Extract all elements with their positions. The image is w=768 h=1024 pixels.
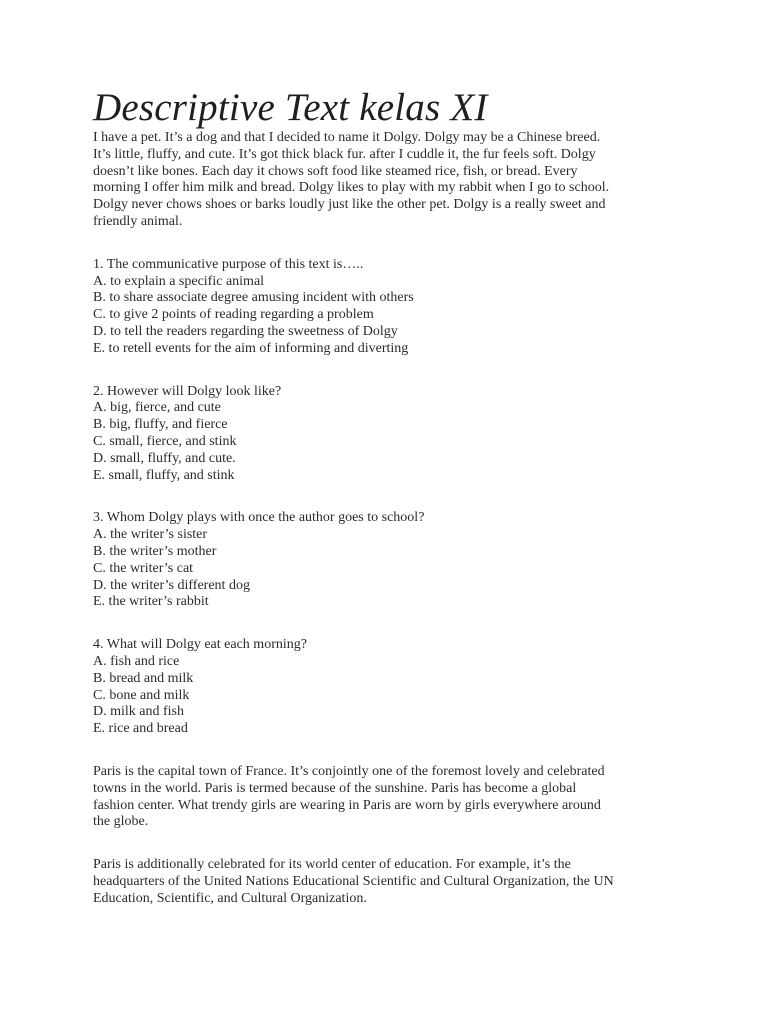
option-e: E. rice and bread [93,721,188,737]
paris-paragraph-1 [93,764,693,831]
option-b: B. bread and milk [93,670,194,686]
paris-line: Education, Scientific, and Cultural Organization. [93,890,367,906]
paris-line: the globe. [93,814,149,830]
intro-line: Dolgy never chows shoes or barks loudly just like the other pet. Dolgy is a really sweet and [93,197,606,213]
option-c: C. the writer’s cat [93,560,194,576]
intro-line: It’s little, fluffy, and cute. It’s got thick black fur. after I cuddle it, the fur feels soft. Dolgy [93,146,596,162]
paris-line: headquarters of the United Nations Educational Scientific and Cultural Organization, the UN [93,873,614,889]
option-e: E. small, fluffy, and stink [93,467,235,483]
option-a: A. to explain a specific animal [93,273,265,289]
option-b: B. to share associate degree amusing incident with others [93,290,414,306]
option-a: A. the writer’s sister [93,527,208,543]
question-text: 3. Whom Dolgy plays with once the author goes to school? [93,510,425,526]
paris-paragraph-2 [93,857,693,907]
option-a: A. fish and rice [93,653,180,669]
question-1 [93,257,693,358]
option-a: A. big, fierce, and cute [93,400,221,416]
option-c: C. bone and milk [93,687,190,703]
question-text: 1. The communicative purpose of this text is….. [93,256,364,272]
option-d: D. milk and fish [93,704,184,720]
option-d: D. to tell the readers regarding the sweetness of Dolgy [93,323,398,339]
paris-line: fashion center. What trendy girls are wearing in Paris are worn by girls everywhere around [93,797,601,813]
question-text: 2. However will Dolgy look like? [93,383,282,399]
option-d: D. the writer’s different dog [93,577,250,593]
question-2 [93,384,693,485]
option-c: C. to give 2 points of reading regarding a problem [93,307,374,323]
intro-line: morning I offer him milk and bread. Dolgy likes to play with my rabbit when I go to school. [93,180,610,196]
paris-line: Paris is the capital town of France. It’s conjointly one of the foremost lovely and celebrated [93,763,605,779]
paris-line: Paris is additionally celebrated for its world center of education. For example, it’s the [93,857,571,873]
option-c: C. small, fierce, and stink [93,433,237,449]
paris-line: towns in the world. Paris is termed because of the sunshine. Paris has become a global [93,780,577,796]
intro-line: doesn’t like bones. Each day it chows soft food like steamed rice, fish, or bread. Every [93,163,578,179]
option-b: B. big, fluffy, and fierce [93,417,228,433]
option-d: D. small, fluffy, and cute. [93,450,236,466]
document-page [93,86,693,907]
option-b: B. the writer’s mother [93,543,217,559]
intro-line: I have a pet. It’s a dog and that I decided to name it Dolgy. Dolgy may be a Chinese breed. [93,130,601,145]
intro-paragraph [93,130,693,231]
document-title: Descriptive Text kelas XI [93,86,488,129]
question-text: 4. What will Dolgy eat each morning? [93,637,307,653]
question-3 [93,510,693,611]
question-4 [93,637,693,738]
option-e: E. to retell events for the aim of informing and diverting [93,340,409,356]
option-e: E. the writer’s rabbit [93,594,209,610]
intro-line: friendly animal. [93,213,183,229]
